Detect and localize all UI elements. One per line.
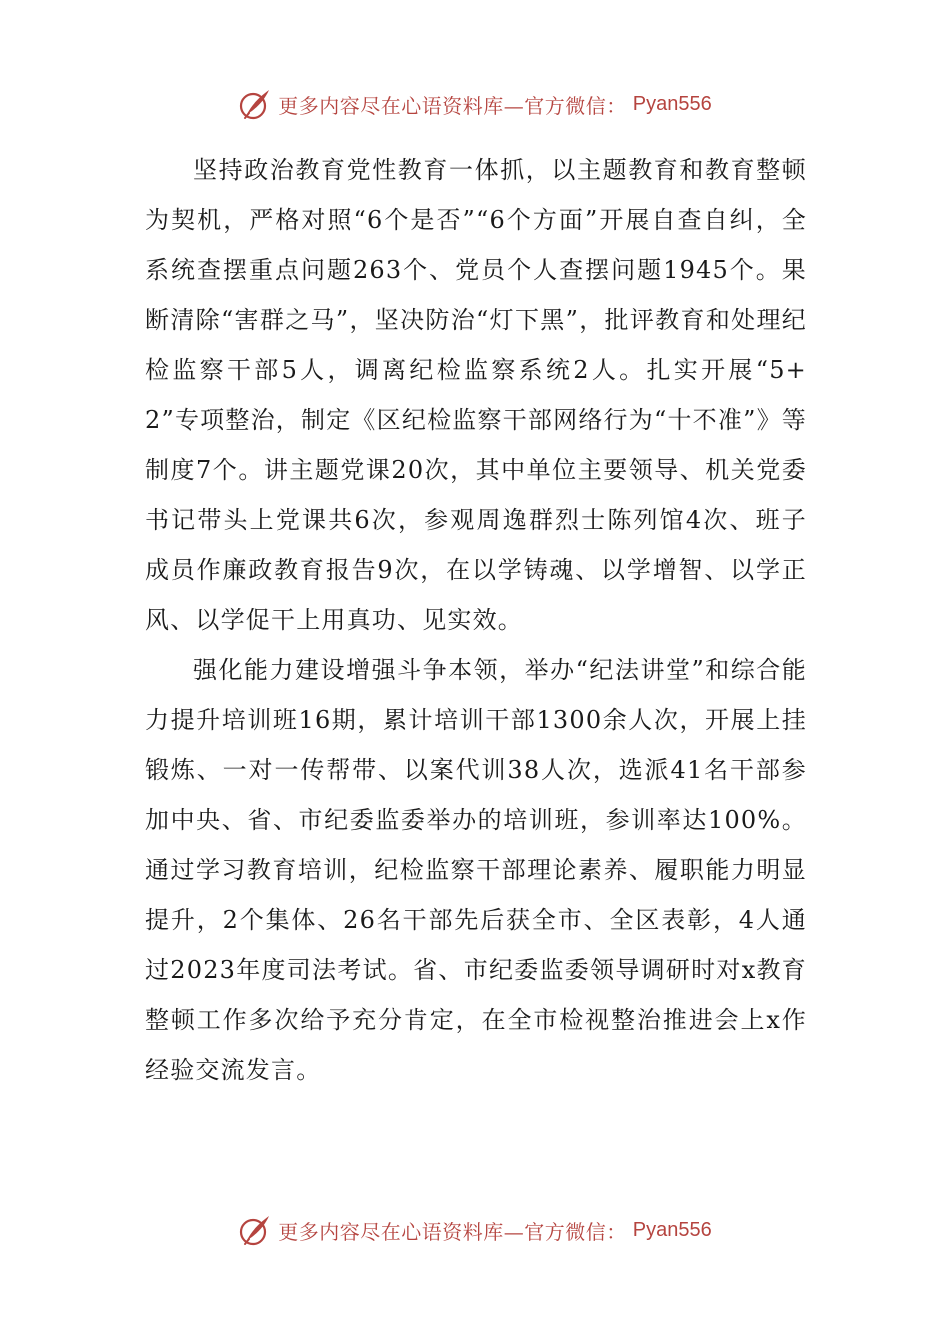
- footer-watermark: [0, 1210, 950, 1250]
- watermark-text: 更多内容尽在心语资料库—官方微信：: [278, 93, 627, 118]
- paragraph-2: 强化能力建设增强斗争本领，举办“纪法讲堂”和综合能力提升培训班16期，累计培训干部1300余人次，开展上挂锻炼、一对一传帮带、以案代训38人次，选派41名干部参加中央、省、市纪委监委举办的培训班，参训率达100%。通过学习教育培训，纪检监察干部理论素养、履职能力明显提升，2个集体、26名干部先后获全市、全区表彰，4人通过2023年度司法考试。省、市纪委监委领导调研时对x教育整顿工作多次给予充分肯定，在全市检视整治推进会上x作经验交流发言。: [145, 656, 807, 1084]
- paragraph-1: 坚持政治教育党性教育一体抓，以主题教育和教育整顿为契机，严格对照“6个是否”“6个方面”开展自查自纠，全系统查摆重点问题263个、党员个人查摆问题1945个。果断清除“害群之马”，坚决防治“灯下黑”，批评教育和处理纪检监察干部5人，调离纪检监察系统2人。扎实开展“5+2”专项整治，制定《区纪检监察干部网络行为“十不准”》等制度7个。讲主题党课20次，其中单位主要领导、机关党委书记带头上党课共6次，参观周逸群烈士陈列馆4次、班子成员作廉政教育报告9次，在以学铸魂、以学增智、以学正风、以学促干上用真功、见实效。: [145, 156, 807, 634]
- header-watermark: [0, 84, 950, 124]
- quill-pen-logo-icon: [238, 87, 272, 121]
- quill-pen-logo-icon: [238, 1213, 272, 1247]
- watermark-text: 更多内容尽在心语资料库—官方微信：: [278, 1219, 627, 1244]
- document-body: [145, 145, 807, 1095]
- watermark-wechat-id: Pyan556: [632, 1218, 712, 1241]
- watermark-wechat-id: Pyan556: [632, 92, 712, 115]
